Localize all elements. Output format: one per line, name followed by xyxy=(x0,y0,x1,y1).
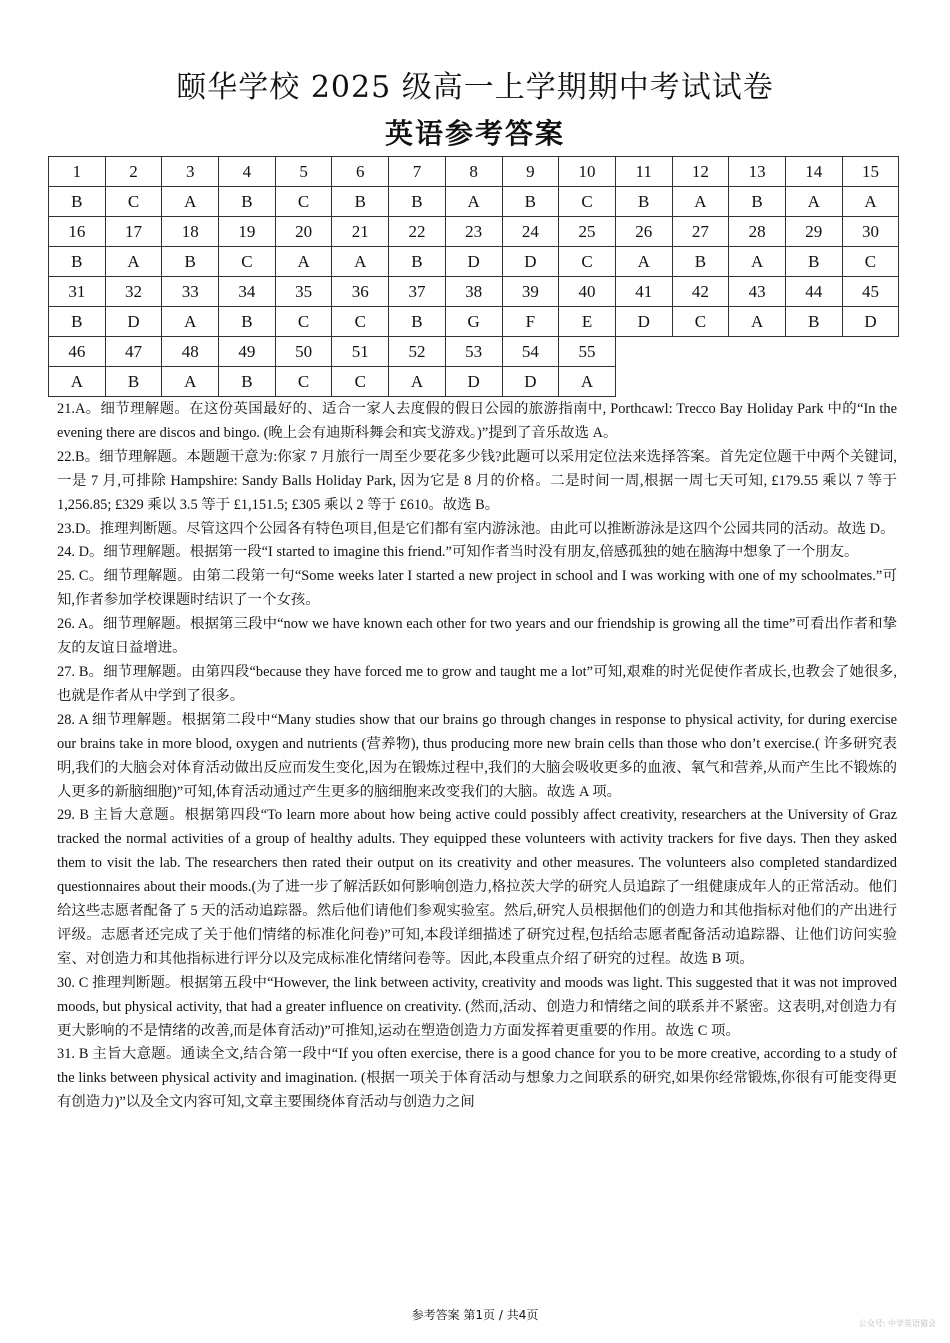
answer-cell: E xyxy=(559,307,616,337)
question-number-cell: 7 xyxy=(389,157,446,187)
question-number-cell: 17 xyxy=(105,217,162,247)
question-number-cell: 43 xyxy=(729,277,786,307)
page-subtitle: 英语参考答案 xyxy=(384,117,565,150)
explanation-21: 21.A。细节理解题。在这份英国最好的、适合一家人去度假的假日公园的旅游指南中, Porthcawl: Trecco Bay Holiday Park 中的“In the evening there are discos and bingo. (晚上会有迪斯科舞会和宾戈游戏。)”提到了音乐故选 A。 xyxy=(57,401,897,441)
empty-cell xyxy=(785,367,842,397)
question-number-cell: 39 xyxy=(502,277,559,307)
explanation-23: 23.D。推理判断题。尽管这四个公园各有特色项目,但是它们都有室内游泳池。由此可以推断游泳是这四个公园共同的活动。故选 D。 xyxy=(57,520,895,537)
answer-cell: B xyxy=(332,187,389,217)
question-number-cell: 1 xyxy=(49,157,106,187)
answer-row xyxy=(49,187,899,217)
question-number-cell: 23 xyxy=(445,217,502,247)
question-number-cell: 52 xyxy=(389,337,446,367)
answer-cell: B xyxy=(502,187,559,217)
answer-cell: A xyxy=(615,247,672,277)
explanation-28: 28. A 细节理解题。根据第二段中“Many studies show that our brains go through changes in response to physical activity, for during exercise our brains take in more blood, oxygen and nutrients (营养物), thus producing more new brain cells than those who don’t exercise.( 许多研究表明,我们的大脑会对体育活动做出反应而发生变化,因为在锻炼过程中,我们的大脑会吸收更多的血液、氧气和营养,从而产生比不锻炼的人更多的新脑细胞)”可知,体育活动通过产生更多的脑细胞来改变我们的大脑。故选 A 项。 xyxy=(57,711,897,800)
answer-cell: B xyxy=(219,307,276,337)
explanations xyxy=(57,398,897,1115)
page-title: 颐华学校 2025 级高一上学期期中考试试卷 xyxy=(176,70,774,105)
answer-cell: A xyxy=(559,367,616,397)
empty-cell xyxy=(615,337,672,367)
answer-cell: C xyxy=(105,187,162,217)
answer-cell: C xyxy=(275,367,332,397)
question-number-cell: 9 xyxy=(502,157,559,187)
question-number-cell: 47 xyxy=(105,337,162,367)
question-number-cell: 20 xyxy=(275,217,332,247)
explanation-31: 31. B 主旨大意题。通读全文,结合第一段中“If you often exercise, there is a good chance for you to be more creative, according to a study of the links between physical activity and imagination. (根据一项关于体育活动与想象力之间联系的研究,如果你经常锻炼,你很有可能变得更有创造力)”以及全文内容可知,文章主要围绕体育活动与创造力之间 xyxy=(57,1046,897,1111)
answer-cell: C xyxy=(559,247,616,277)
answer-row xyxy=(49,307,899,337)
answer-cell: B xyxy=(105,367,162,397)
answer-cell: A xyxy=(729,247,786,277)
question-number-cell: 40 xyxy=(559,277,616,307)
answer-cell: B xyxy=(389,307,446,337)
answer-cell: B xyxy=(729,187,786,217)
question-number-cell: 35 xyxy=(275,277,332,307)
question-number-cell: 22 xyxy=(389,217,446,247)
question-number-cell: 5 xyxy=(275,157,332,187)
empty-cell xyxy=(729,367,786,397)
answer-cell: A xyxy=(275,247,332,277)
answer-cell: A xyxy=(332,247,389,277)
question-number-cell: 10 xyxy=(559,157,616,187)
question-number-cell: 45 xyxy=(842,277,899,307)
question-number-cell: 16 xyxy=(49,217,106,247)
answer-cell: D xyxy=(842,307,899,337)
question-number-cell: 37 xyxy=(389,277,446,307)
question-number-cell: 31 xyxy=(49,277,106,307)
answer-cell: D xyxy=(445,367,502,397)
question-number-cell: 29 xyxy=(785,217,842,247)
answer-cell: D xyxy=(502,367,559,397)
answer-cell: B xyxy=(219,187,276,217)
question-number-cell: 12 xyxy=(672,157,729,187)
answer-cell: A xyxy=(162,307,219,337)
answer-cell: G xyxy=(445,307,502,337)
explanation-25: 25. C。细节理解题。由第二段第一句“Some weeks later I started a new project in school and I was working with one of my schoolmates.”可知,作者参加学校课题时结识了一个女孩。 xyxy=(57,568,897,609)
question-number-cell: 18 xyxy=(162,217,219,247)
answer-cell: B xyxy=(389,247,446,277)
answer-cell: C xyxy=(275,187,332,217)
answer-cell: C xyxy=(275,307,332,337)
question-number-cell: 41 xyxy=(615,277,672,307)
question-number-cell: 3 xyxy=(162,157,219,187)
question-number-cell: 55 xyxy=(559,337,616,367)
question-number-cell: 36 xyxy=(332,277,389,307)
question-number-cell: 51 xyxy=(332,337,389,367)
answer-cell: B xyxy=(389,187,446,217)
question-number-row xyxy=(49,277,899,307)
answer-cell: B xyxy=(49,307,106,337)
answer-cell: A xyxy=(445,187,502,217)
explanation-29: 29. B 主旨大意题。根据第四段“To learn more about how being active could possibly affect creativity, researchers at the University of Graz tracked the normal activities of a group of healthy adults. They equipped these volunteers with activity trackers for five days. Then they asked them to visit the lab. The researchers then rated their output on its creativity and other measures. The volunteers also completed standardized questionnaires about their moods.(为了进一步了解活跃如何影响创造力,格拉茨大学的研究人员追踪了一组健康成年人的正常活动。他们给这些志愿者配备了 5 天的活动追踪器。然后他们请他们参观实验室。然后,研究人员根据他们的创造力和其他指标对他们的产出进行评级。志愿者还完成了关于他们情绪的标准化问卷)”可知,本段详细描述了研究过程,包括给志愿者配备活动追踪器、让他们访问实验室、对创造力和其他指标进行评分以及完成标准化情绪问卷等。因此,本段重点介绍了研究的过程。故选 B 项。 xyxy=(57,807,897,967)
question-number-cell: 28 xyxy=(729,217,786,247)
question-number-cell: 2 xyxy=(105,157,162,187)
answer-cell: A xyxy=(49,367,106,397)
answer-cell: B xyxy=(672,247,729,277)
answer-cell: D xyxy=(615,307,672,337)
question-number-cell: 53 xyxy=(445,337,502,367)
question-number-cell: 14 xyxy=(785,157,842,187)
explanation-24: 24. D。细节理解题。根据第一段“I started to imagine this friend.”可知作者当时没有朋友,倍感孤独的她在脑海中想象了一个朋友。 xyxy=(57,544,859,561)
question-number-cell: 13 xyxy=(729,157,786,187)
empty-cell xyxy=(785,337,842,367)
question-number-cell: 26 xyxy=(615,217,672,247)
question-number-cell: 6 xyxy=(332,157,389,187)
explanation-30: 30. C 推理判断题。根据第五段中“However, the link between activity, creativity and moods was light. This suggested that it was not improved moods, but physical activity, that had a greater influence on creativity. (然而,活动、创造力和情绪之间的联系并不紧密。这表明,对创造力有更大影响的不是情绪的改善,而是体育活动)”可推知,运动在塑造创造力方面发挥着更重要的作用。故选 C 项。 xyxy=(57,974,897,1039)
answer-cell: B xyxy=(615,187,672,217)
answer-cell: A xyxy=(672,187,729,217)
question-number-cell: 19 xyxy=(219,217,276,247)
answer-cell: B xyxy=(785,247,842,277)
question-number-cell: 32 xyxy=(105,277,162,307)
question-number-cell: 24 xyxy=(502,217,559,247)
answer-cell: C xyxy=(672,307,729,337)
question-number-cell: 34 xyxy=(219,277,276,307)
answer-row xyxy=(49,247,899,277)
answer-cell: C xyxy=(332,307,389,337)
question-number-cell: 49 xyxy=(219,337,276,367)
question-number-cell: 8 xyxy=(445,157,502,187)
empty-cell xyxy=(672,367,729,397)
empty-cell xyxy=(615,367,672,397)
question-number-cell: 50 xyxy=(275,337,332,367)
answer-cell: A xyxy=(105,247,162,277)
empty-cell xyxy=(842,367,899,397)
answer-cell: C xyxy=(332,367,389,397)
question-number-cell: 48 xyxy=(162,337,219,367)
answer-cell: A xyxy=(729,307,786,337)
answer-cell: C xyxy=(219,247,276,277)
watermark: 公众号: 中学英语猫会 xyxy=(858,1319,936,1328)
question-number-row xyxy=(49,157,899,187)
question-number-cell: 27 xyxy=(672,217,729,247)
question-number-cell: 33 xyxy=(162,277,219,307)
empty-cell xyxy=(729,337,786,367)
answer-cell: A xyxy=(785,187,842,217)
explanation-26: 26. A。细节理解题。根据第三段中“now we have known each other for two years and our friendship is growing all the time”可看出作者和挚友的友谊日益增进。 xyxy=(57,616,897,657)
answer-cell: B xyxy=(49,247,106,277)
question-number-row xyxy=(49,217,899,247)
answer-cell: A xyxy=(162,187,219,217)
answer-cell: C xyxy=(559,187,616,217)
answer-cell: A xyxy=(842,187,899,217)
empty-cell xyxy=(842,337,899,367)
question-number-cell: 21 xyxy=(332,217,389,247)
answer-cell: B xyxy=(162,247,219,277)
question-number-cell: 38 xyxy=(445,277,502,307)
answer-cell: D xyxy=(105,307,162,337)
answer-table xyxy=(48,156,899,397)
answer-cell: D xyxy=(445,247,502,277)
question-number-cell: 11 xyxy=(615,157,672,187)
question-number-row xyxy=(49,337,899,367)
answer-cell: B xyxy=(219,367,276,397)
answer-row xyxy=(49,367,899,397)
answer-cell: D xyxy=(502,247,559,277)
explanation-22: 22.B。细节理解题。本题题干意为:你家 7 月旅行一周至少要花多少钱?此题可以采用定位法来选择答案。首先定位题干中两个关键词,一是 7 月,可排除 Hampshire: Sandy Balls Holiday Park, 因为它是 8 月的价格。二是时间一周,根据一周七天可知, £179.55 乘以 7 等于 1,256.85; £329 乘以 3.5 等于 £1,151.5; £305 乘以 2 等于 £610。故选 B。 xyxy=(57,448,897,513)
answer-cell: A xyxy=(162,367,219,397)
question-number-cell: 42 xyxy=(672,277,729,307)
question-number-cell: 46 xyxy=(49,337,106,367)
question-number-cell: 44 xyxy=(785,277,842,307)
answer-cell: B xyxy=(785,307,842,337)
page-footer: 参考答案 第1页 / 共4页 xyxy=(411,1308,539,1322)
question-number-cell: 15 xyxy=(842,157,899,187)
answer-cell: F xyxy=(502,307,559,337)
question-number-cell: 54 xyxy=(502,337,559,367)
question-number-cell: 4 xyxy=(219,157,276,187)
question-number-cell: 30 xyxy=(842,217,899,247)
answer-cell: B xyxy=(49,187,106,217)
answer-cell: A xyxy=(389,367,446,397)
explanation-27: 27. B。细节理解题。由第四段“because they have forced me to grow and taught me a lot”可知,艰难的时光促使作者成长,也教会了她很多,也就是作者从中学到了很多。 xyxy=(57,663,897,704)
answer-cell: C xyxy=(842,247,899,277)
empty-cell xyxy=(672,337,729,367)
question-number-cell: 25 xyxy=(559,217,616,247)
